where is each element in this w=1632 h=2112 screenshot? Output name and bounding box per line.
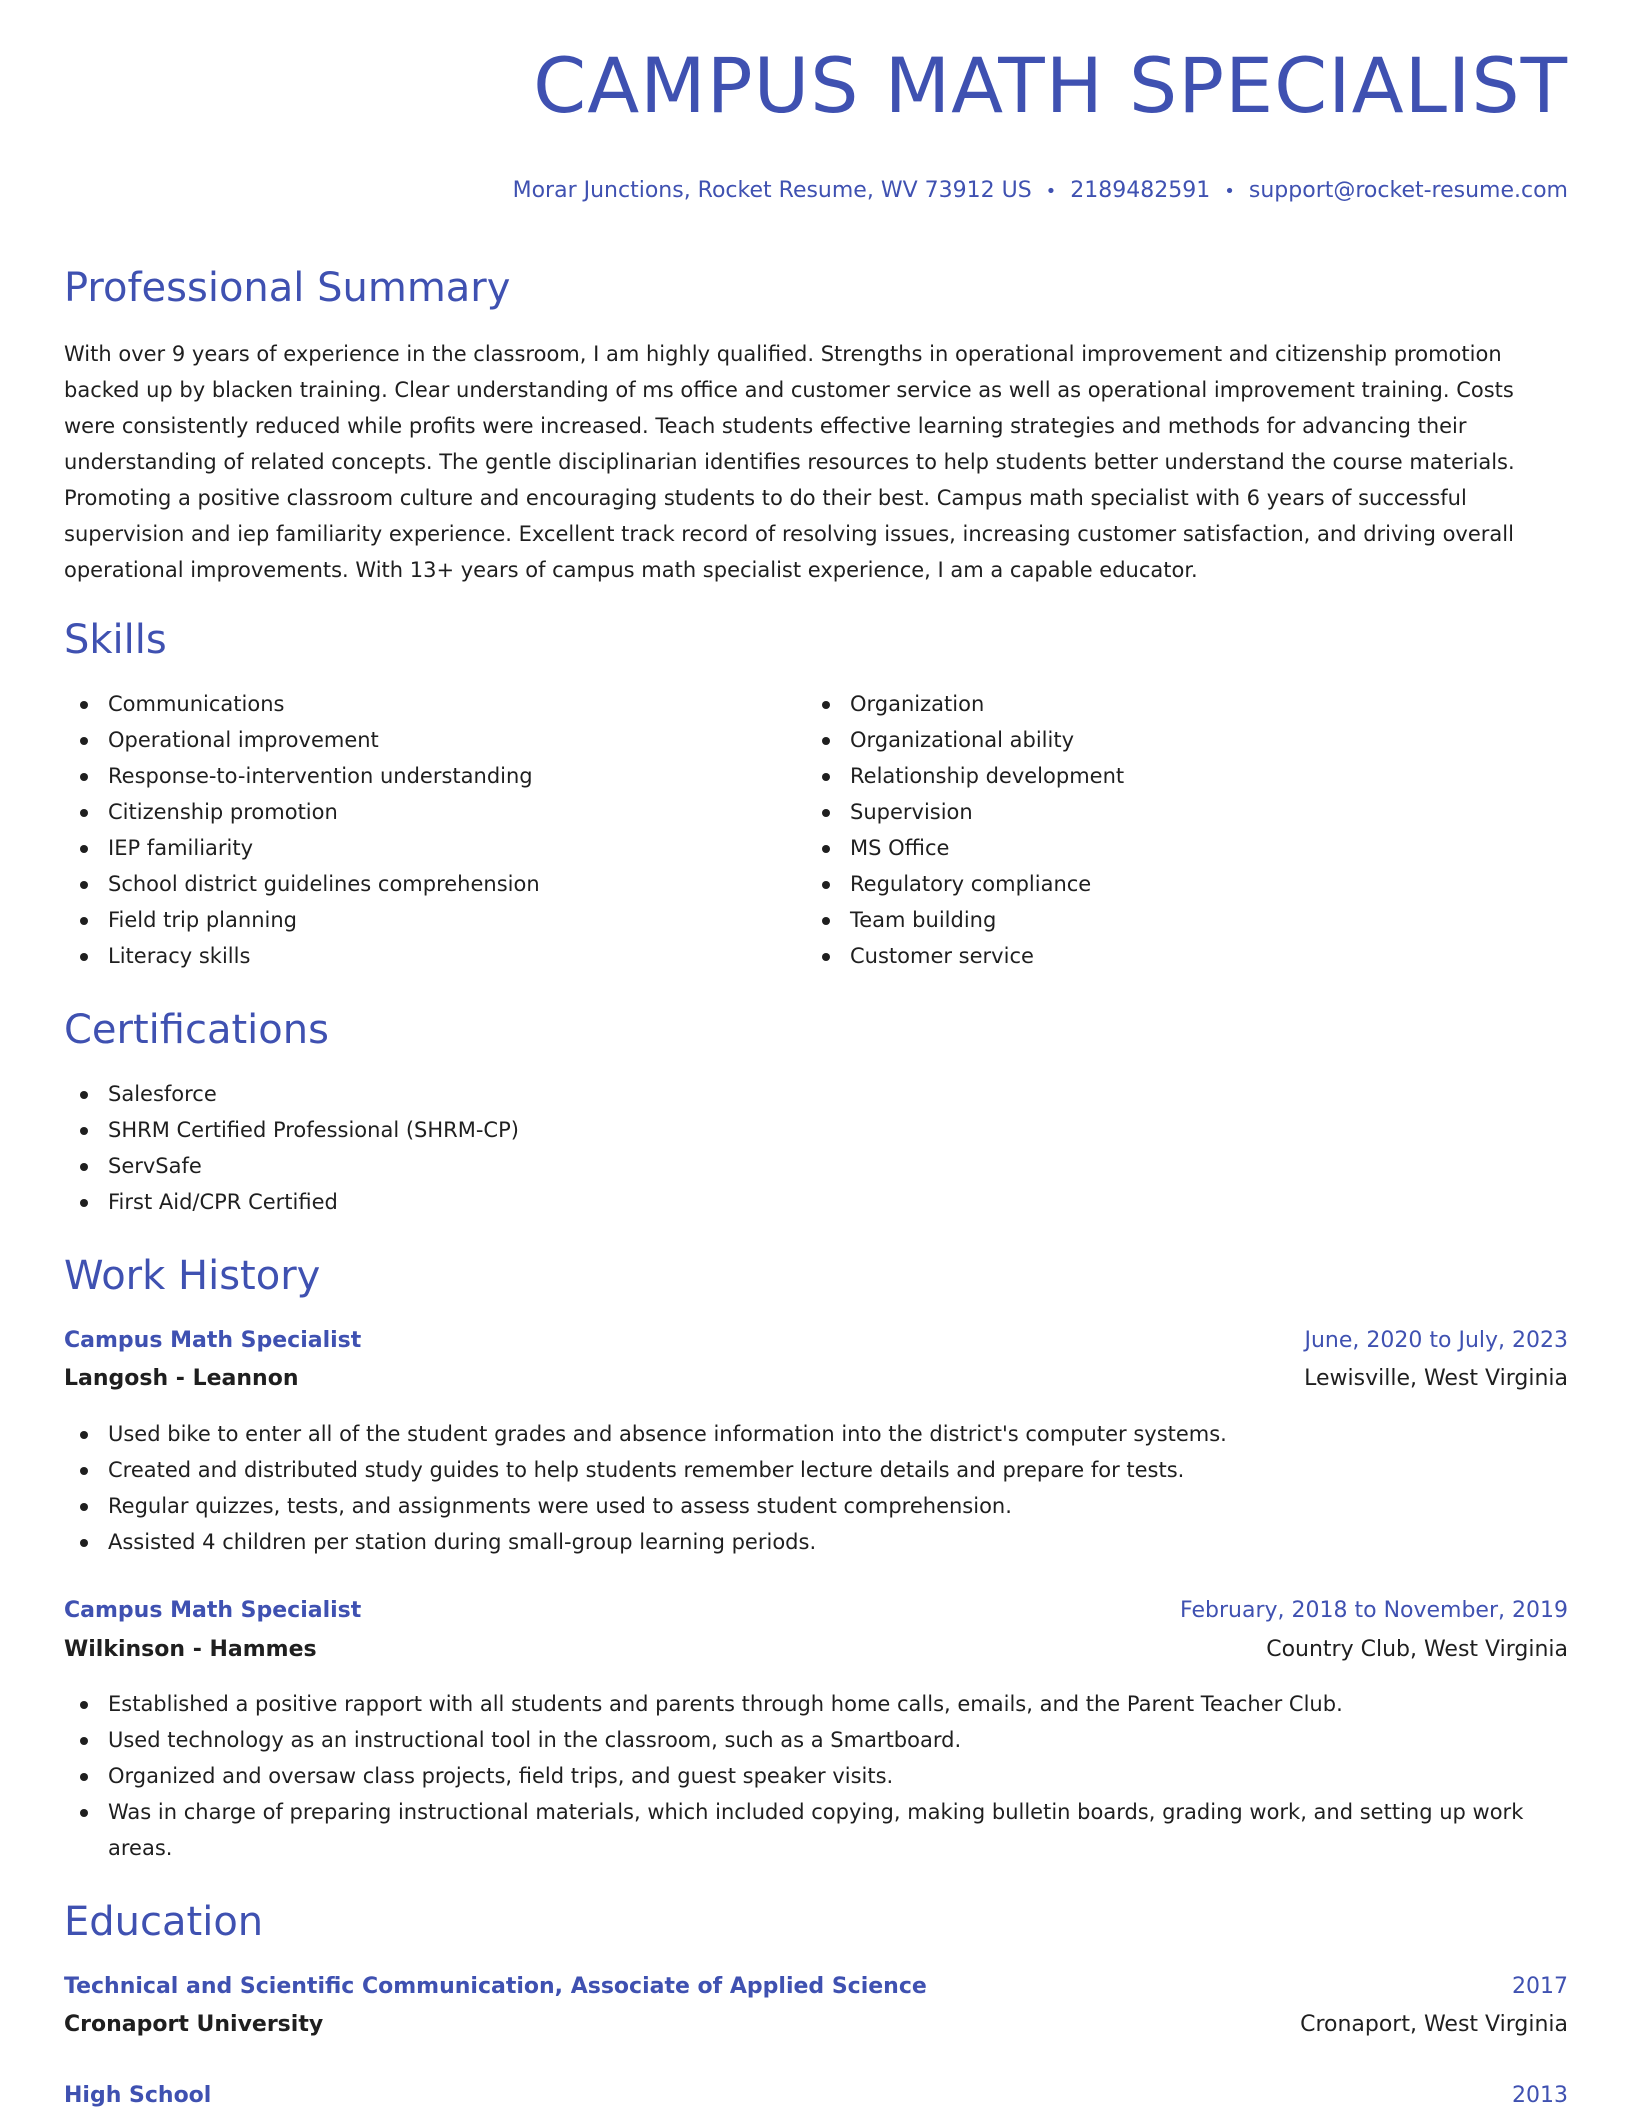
job-bullets — [64, 1686, 1568, 1866]
list-item: Organizational ability — [806, 722, 1526, 758]
section-title-summary: Professional Summary — [64, 265, 511, 311]
list-item: MS Office — [806, 830, 1526, 866]
education-degree: Technical and Scientific Communication, Associate of Applied Science — [64, 1974, 927, 1999]
contact-separator: • — [1224, 181, 1235, 202]
section-title-education: Education — [64, 1899, 264, 1945]
job-company-row — [64, 1635, 1568, 1665]
job-bullets — [64, 1416, 1568, 1560]
list-item: Regular quizzes, tests, and assignments were used to assess student comprehension. — [64, 1488, 1568, 1524]
list-item: ServSafe — [64, 1148, 1064, 1184]
contact-phone: 2189482591 — [1070, 178, 1211, 203]
list-item: School district guidelines comprehension — [64, 866, 784, 902]
section-title-certifications: Certifications — [64, 1007, 329, 1053]
list-item: Citizenship promotion — [64, 794, 784, 830]
list-item: Established a positive rapport with all students and parents through home calls, emails, and the Parent Teacher Club. — [64, 1686, 1568, 1722]
job-role: Campus Math Specialist — [64, 1598, 362, 1623]
list-item: Communications — [64, 686, 784, 722]
list-item: Supervision — [806, 794, 1526, 830]
job-role: Campus Math Specialist — [64, 1328, 362, 1353]
list-item: Used technology as an instructional tool in the classroom, such as a Smartboard. — [64, 1722, 1568, 1758]
education-year: 2017 — [1512, 1974, 1568, 1999]
education-header — [64, 2081, 1568, 2111]
job-company-row — [64, 1364, 1568, 1394]
skills-list-right — [806, 686, 1526, 974]
list-item: SHRM Certified Professional (SHRM-CP) — [64, 1112, 1064, 1148]
list-item: Was in charge of preparing instructional materials, which included copying, making bulletin boards, grading work, and setting up work areas. — [64, 1794, 1568, 1866]
education-location: Cronaport, West Virginia — [1300, 2012, 1568, 2037]
education-school-row — [64, 2010, 1568, 2040]
list-item: IEP familiarity — [64, 830, 784, 866]
job-dates: February, 2018 to November, 2019 — [1180, 1598, 1568, 1623]
list-item: Assisted 4 children per station during small-group learning periods. — [64, 1524, 1568, 1560]
job-location: Lewisville, West Virginia — [1304, 1366, 1568, 1391]
list-item: Regulatory compliance — [806, 866, 1526, 902]
list-item: Literacy skills — [64, 938, 784, 974]
job-company: Langosh - Leannon — [64, 1366, 299, 1391]
skills-list-left — [64, 686, 784, 974]
job-company: Wilkinson - Hammes — [64, 1637, 317, 1662]
list-item: Organization — [806, 686, 1526, 722]
list-item: Operational improvement — [64, 722, 784, 758]
section-title-work-history: Work History — [64, 1253, 321, 1299]
candidate-title: CAMPUS MATH SPECIALIST — [533, 41, 1568, 130]
list-item: Organized and oversaw class projects, field trips, and guest speaker visits. — [64, 1758, 1568, 1794]
education-school: Cronaport University — [64, 2012, 324, 2037]
list-item: Field trip planning — [64, 902, 784, 938]
list-item: Team building — [806, 902, 1526, 938]
education-degree: High School — [64, 2083, 212, 2108]
summary-text: With over 9 years of experience in the classroom, I am highly qualified. Strengths in operational improvement and citizenship promotion backed up by blacken training. Clear understanding of ms office and customer service as well as operational improvement training. Costs were consistently reduced while profits were increased. Teach students effective learning strategies and methods for advancing their understanding of related concepts. The gentle disciplinarian identifies resources to help students better understand the course materials. Promoting a positive classroom culture and encouraging students to do their best. Campus math specialist with 6 years of successful supervision and iep familiarity experience. Excellent track record of resolving issues, increasing customer satisfaction, and driving overall operational improvements. With 13+ years of campus math specialist experience, I am a capable educator. — [64, 342, 1515, 582]
list-item: Created and distributed study guides to help students remember lecture details and prepare for tests. — [64, 1452, 1568, 1488]
contact-address: Morar Junctions, Rocket Resume, WV 73912 US — [512, 178, 1032, 203]
certifications-list — [64, 1076, 1064, 1220]
list-item: First Aid/CPR Certified — [64, 1184, 1064, 1220]
job-header — [64, 1326, 1568, 1356]
job-header — [64, 1596, 1568, 1626]
list-item: Used bike to enter all of the student grades and absence information into the district's computer systems. — [64, 1416, 1568, 1452]
education-header — [64, 1972, 1568, 2002]
list-item: Relationship development — [806, 758, 1526, 794]
job-dates: June, 2020 to July, 2023 — [1304, 1328, 1568, 1353]
job-location: Country Club, West Virginia — [1266, 1637, 1568, 1662]
contact-separator: • — [1045, 181, 1057, 202]
contact-email[interactable]: support@rocket-resume.com — [1248, 178, 1568, 203]
contact-line — [513, 180, 1568, 202]
section-title-skills: Skills — [64, 617, 167, 663]
education-year: 2013 — [1512, 2083, 1568, 2108]
list-item: Customer service — [806, 938, 1526, 974]
list-item: Response-to-intervention understanding — [64, 758, 784, 794]
list-item: Salesforce — [64, 1076, 1064, 1112]
